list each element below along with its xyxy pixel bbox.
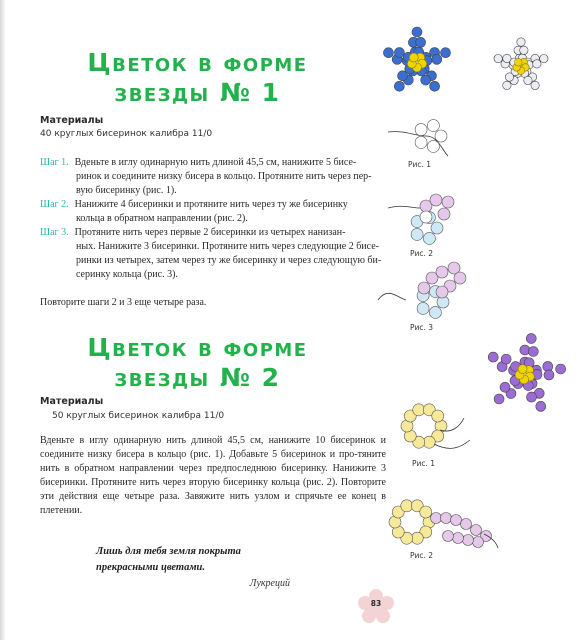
bead <box>435 130 447 142</box>
bead <box>540 54 548 62</box>
bead <box>494 394 504 404</box>
step-text-line1: Протяните нить через первые 2 бисеринки из четырех нанизан- <box>74 227 346 238</box>
bead <box>401 500 413 512</box>
step-text-line1: Нанижите 4 бисеринки и протяните нить через ту же бисеринку <box>74 199 348 210</box>
step-text-rest: кольца в обратном направлении (рис. 2). <box>76 213 248 224</box>
thread-line <box>378 293 406 300</box>
bead <box>503 81 511 89</box>
bead <box>416 37 426 47</box>
quote-line2: прекрасными цветами. <box>96 562 206 573</box>
bead <box>556 364 566 374</box>
section2-figure1-label: Рис. 1 <box>412 459 436 468</box>
step-label: Шаг 1. <box>40 157 69 168</box>
bead <box>494 54 502 62</box>
bead <box>533 60 541 68</box>
section1-figure2-diagram <box>386 184 476 248</box>
bead <box>471 525 482 536</box>
bead <box>436 266 448 278</box>
section2-materials-heading: Материалы <box>40 396 104 407</box>
blue-star-flower-photo <box>372 28 462 98</box>
page-gutter-shadow <box>0 0 6 640</box>
bead <box>500 382 510 392</box>
section2-body-text: Вденьте в иглу одинарную нить длиной 45,5 см, нанижите 10 бисеринок и соедините низку бисера в кольцо (рис. 1). Добавьте 5 бисеринок и про-тяните нить в обратном направлении через предпоследнюю бисеринку. Нанижите 3 бисеринки. Протяните нить через вторую бисеринку кольца (рис. 2). Повторите эти действия еще четыре раза. Завяжите нить узлом и спрячьте ее конец в плетении. <box>40 435 386 516</box>
bead <box>526 334 536 344</box>
bead <box>544 370 554 380</box>
bead <box>429 306 441 318</box>
section1-figure3-diagram <box>376 258 476 322</box>
bead <box>430 194 442 206</box>
bead <box>436 286 448 298</box>
bead <box>383 48 393 58</box>
bead <box>441 48 451 58</box>
bead <box>409 53 418 62</box>
bead <box>463 535 474 546</box>
bead <box>442 196 454 208</box>
purple-star-flower-photo <box>480 330 570 416</box>
section2-figure2-diagram <box>380 488 500 550</box>
bead <box>524 76 532 84</box>
bead <box>520 46 528 54</box>
bead <box>427 140 439 152</box>
bead <box>517 38 525 46</box>
section1-figure2-label: Рис. 2 <box>410 249 434 258</box>
bead <box>515 58 523 66</box>
bead <box>454 272 466 284</box>
page-number: 83 <box>370 599 382 608</box>
bead <box>431 222 443 234</box>
bead <box>453 533 464 544</box>
bead <box>536 401 546 411</box>
bead <box>443 531 454 542</box>
bead <box>430 81 440 91</box>
section1-title-line2: звезды № 1 <box>114 78 281 107</box>
step-text-rest: ринок и соедините низку бисера в кольцо. Протяните нить через пер-вую бисеринку (рис. 1). <box>76 171 372 196</box>
section1-repeat-text: Повторите шаги 2 и 3 еще четыре раза. <box>40 297 207 308</box>
bead <box>441 513 452 524</box>
bead <box>431 513 442 524</box>
bead <box>421 75 431 85</box>
bead <box>423 232 435 244</box>
bead <box>531 81 539 89</box>
section2-figure1-diagram <box>390 400 480 456</box>
bead <box>503 54 511 62</box>
bead <box>505 73 513 81</box>
bead <box>412 27 422 37</box>
thread-line <box>388 206 420 208</box>
bead <box>427 120 439 132</box>
bead <box>415 136 427 148</box>
bead <box>526 392 536 402</box>
section2-title <box>40 333 355 393</box>
bead <box>488 352 498 362</box>
quote-author: Лукреций <box>249 578 290 589</box>
bead <box>473 537 484 548</box>
section1-title <box>40 48 355 108</box>
bead <box>420 506 432 518</box>
section1-figure1-diagram <box>386 110 466 160</box>
section1-figure1-label: Рис. 1 <box>408 160 432 169</box>
bead <box>528 346 538 356</box>
bead <box>518 365 527 374</box>
bead <box>438 208 450 220</box>
step-text-line1: Вденьте в иглу одинарную нить длиной 45,5 см, нанижите 5 бисе- <box>74 157 357 168</box>
white-star-flower-photo <box>488 36 554 96</box>
step-2 <box>40 198 386 226</box>
quote-line1: Лишь для тебя земля покрыта <box>96 546 241 557</box>
section1-materials-text: 40 круглых бисеринок калибра 11/0 <box>40 129 213 139</box>
section2-materials-text: 50 круглых бисеринок калибра 11/0 <box>52 411 225 421</box>
bead <box>461 519 472 530</box>
bead <box>415 124 427 136</box>
bead <box>432 410 444 422</box>
section1-steps <box>40 156 386 282</box>
bead <box>394 48 404 58</box>
bead <box>420 211 432 223</box>
bead <box>432 54 442 64</box>
bead <box>418 282 430 294</box>
section2-figure2-label: Рис. 2 <box>410 551 434 560</box>
bead <box>394 81 404 91</box>
section2-title-line1: Цветок в форме <box>87 333 308 362</box>
step-label: Шаг 3. <box>40 227 69 238</box>
step-text-rest: ных. Нанижите 3 бисеринки. Протяните нить через следующие 2 бисе-ринки из четырех, затем через ту же бисеринку и через следующую би-серинку кольца (рис. 3). <box>76 241 382 280</box>
section1-figure3-label: Рис. 3 <box>410 323 434 332</box>
step-1 <box>40 156 386 198</box>
step-label: Шаг 2. <box>40 199 69 210</box>
bead <box>398 71 408 81</box>
bead <box>411 228 423 240</box>
bead <box>501 354 511 364</box>
bead <box>417 302 429 314</box>
bead <box>413 404 425 416</box>
section1-materials-heading: Материалы <box>40 115 104 126</box>
bead <box>411 532 423 544</box>
step-3 <box>40 226 386 282</box>
quote-text <box>96 544 296 576</box>
bead <box>451 515 462 526</box>
bead <box>423 436 435 448</box>
section1-title-line1: Цветок в форме <box>87 48 308 77</box>
section2-title-line2: звезды № 2 <box>114 363 281 392</box>
